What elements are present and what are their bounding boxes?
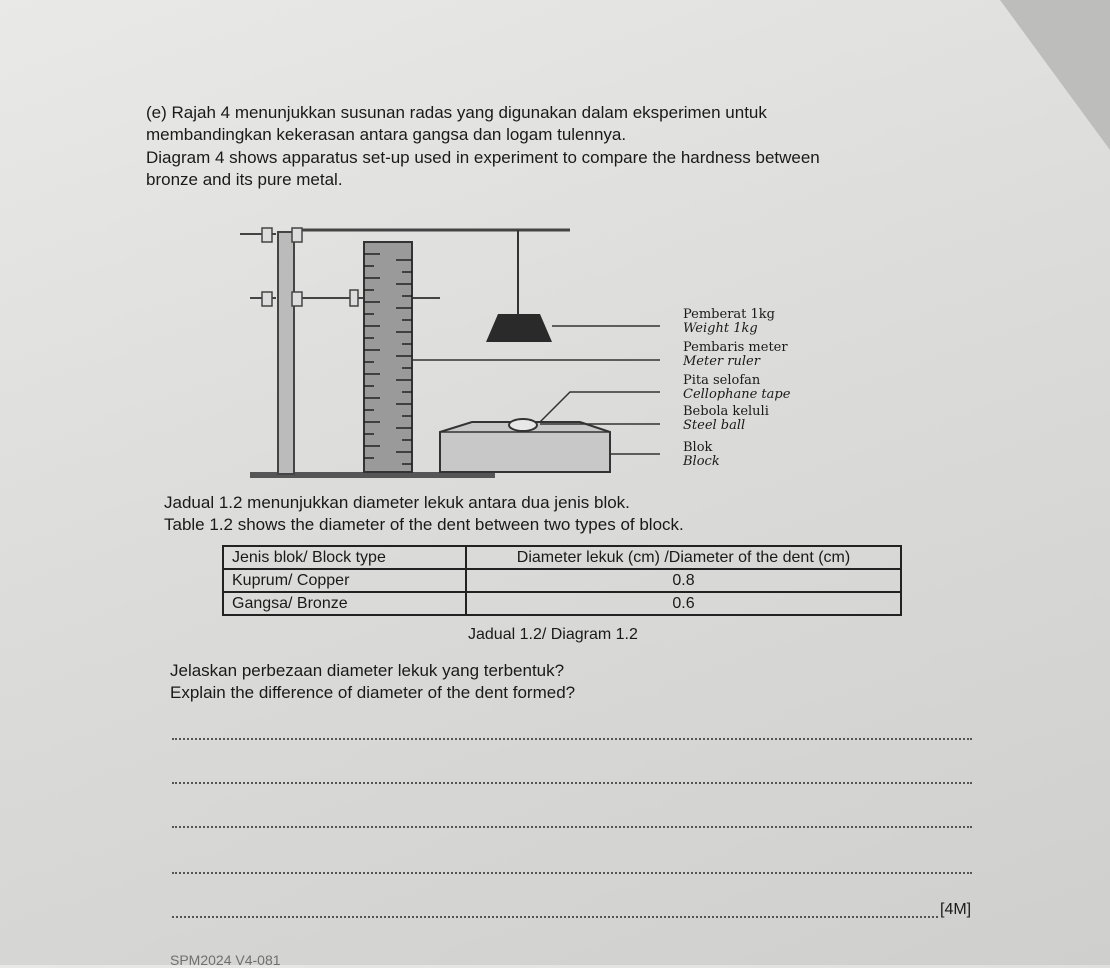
answer-line[interactable] bbox=[172, 872, 972, 874]
table-row bbox=[223, 592, 901, 615]
label-cellophane-tape: Pita selofan Cellophane tape bbox=[683, 373, 791, 402]
steel-ball bbox=[509, 419, 537, 431]
table-header-cell: Diameter lekuk (cm) /Diameter of the dent (cm) bbox=[466, 546, 901, 569]
label-steel-ball: Bebola keluli Steel ball bbox=[683, 404, 769, 433]
table-header-cell: Jenis blok/ Block type bbox=[223, 546, 466, 569]
label-block: Blok Block bbox=[683, 440, 720, 469]
answer-line[interactable] bbox=[172, 826, 972, 828]
label-meter-ruler: Pembaris meter Meter ruler bbox=[683, 340, 788, 369]
retort-stand bbox=[278, 232, 294, 474]
question-malay-line1: (e) Rajah 4 menunjukkan susunan radas yang digunakan dalam eksperimen untuk bbox=[146, 103, 767, 122]
question-english-line2: bronze and its pure metal. bbox=[146, 170, 343, 189]
table-cell: 0.6 bbox=[466, 592, 901, 615]
table-row bbox=[223, 569, 901, 592]
label-weight: Pemberat 1kg Weight 1kg bbox=[683, 307, 775, 336]
question-malay-line2: membandingkan kekerasan antara gangsa dan logam tulennya. bbox=[146, 125, 627, 144]
question-english-line1: Diagram 4 shows apparatus set-up used in experiment to compare the hardness between bbox=[146, 148, 820, 167]
table-cell: Gangsa/ Bronze bbox=[223, 592, 466, 615]
page-corner-fold bbox=[1000, 0, 1110, 150]
ask-malay: Jelaskan perbezaan diameter lekuk yang terbentuk? bbox=[170, 661, 565, 680]
table-caption: Jadual 1.2/ Diagram 1.2 bbox=[468, 626, 638, 643]
table-cell: Kuprum/ Copper bbox=[223, 569, 466, 592]
table-cell: 0.8 bbox=[466, 569, 901, 592]
table-intro-malay: Jadual 1.2 menunjukkan diameter lekuk antara dua jenis blok. bbox=[164, 493, 630, 512]
weight-1kg bbox=[486, 314, 552, 342]
table-intro-english: Table 1.2 shows the diameter of the dent between two types of block. bbox=[164, 515, 684, 534]
footer-code: SPM2024 V4-081 bbox=[170, 952, 281, 968]
apparatus-diagram bbox=[240, 210, 680, 480]
marks-label: [4M] bbox=[940, 901, 972, 918]
ask-english: Explain the difference of diameter of the dent formed? bbox=[170, 683, 576, 702]
dent-diameter-table bbox=[222, 545, 902, 616]
answer-line[interactable] bbox=[172, 916, 938, 918]
answer-line[interactable] bbox=[172, 738, 972, 740]
answer-line[interactable] bbox=[172, 782, 972, 784]
table-header-row bbox=[223, 546, 901, 569]
meter-ruler bbox=[364, 242, 412, 472]
